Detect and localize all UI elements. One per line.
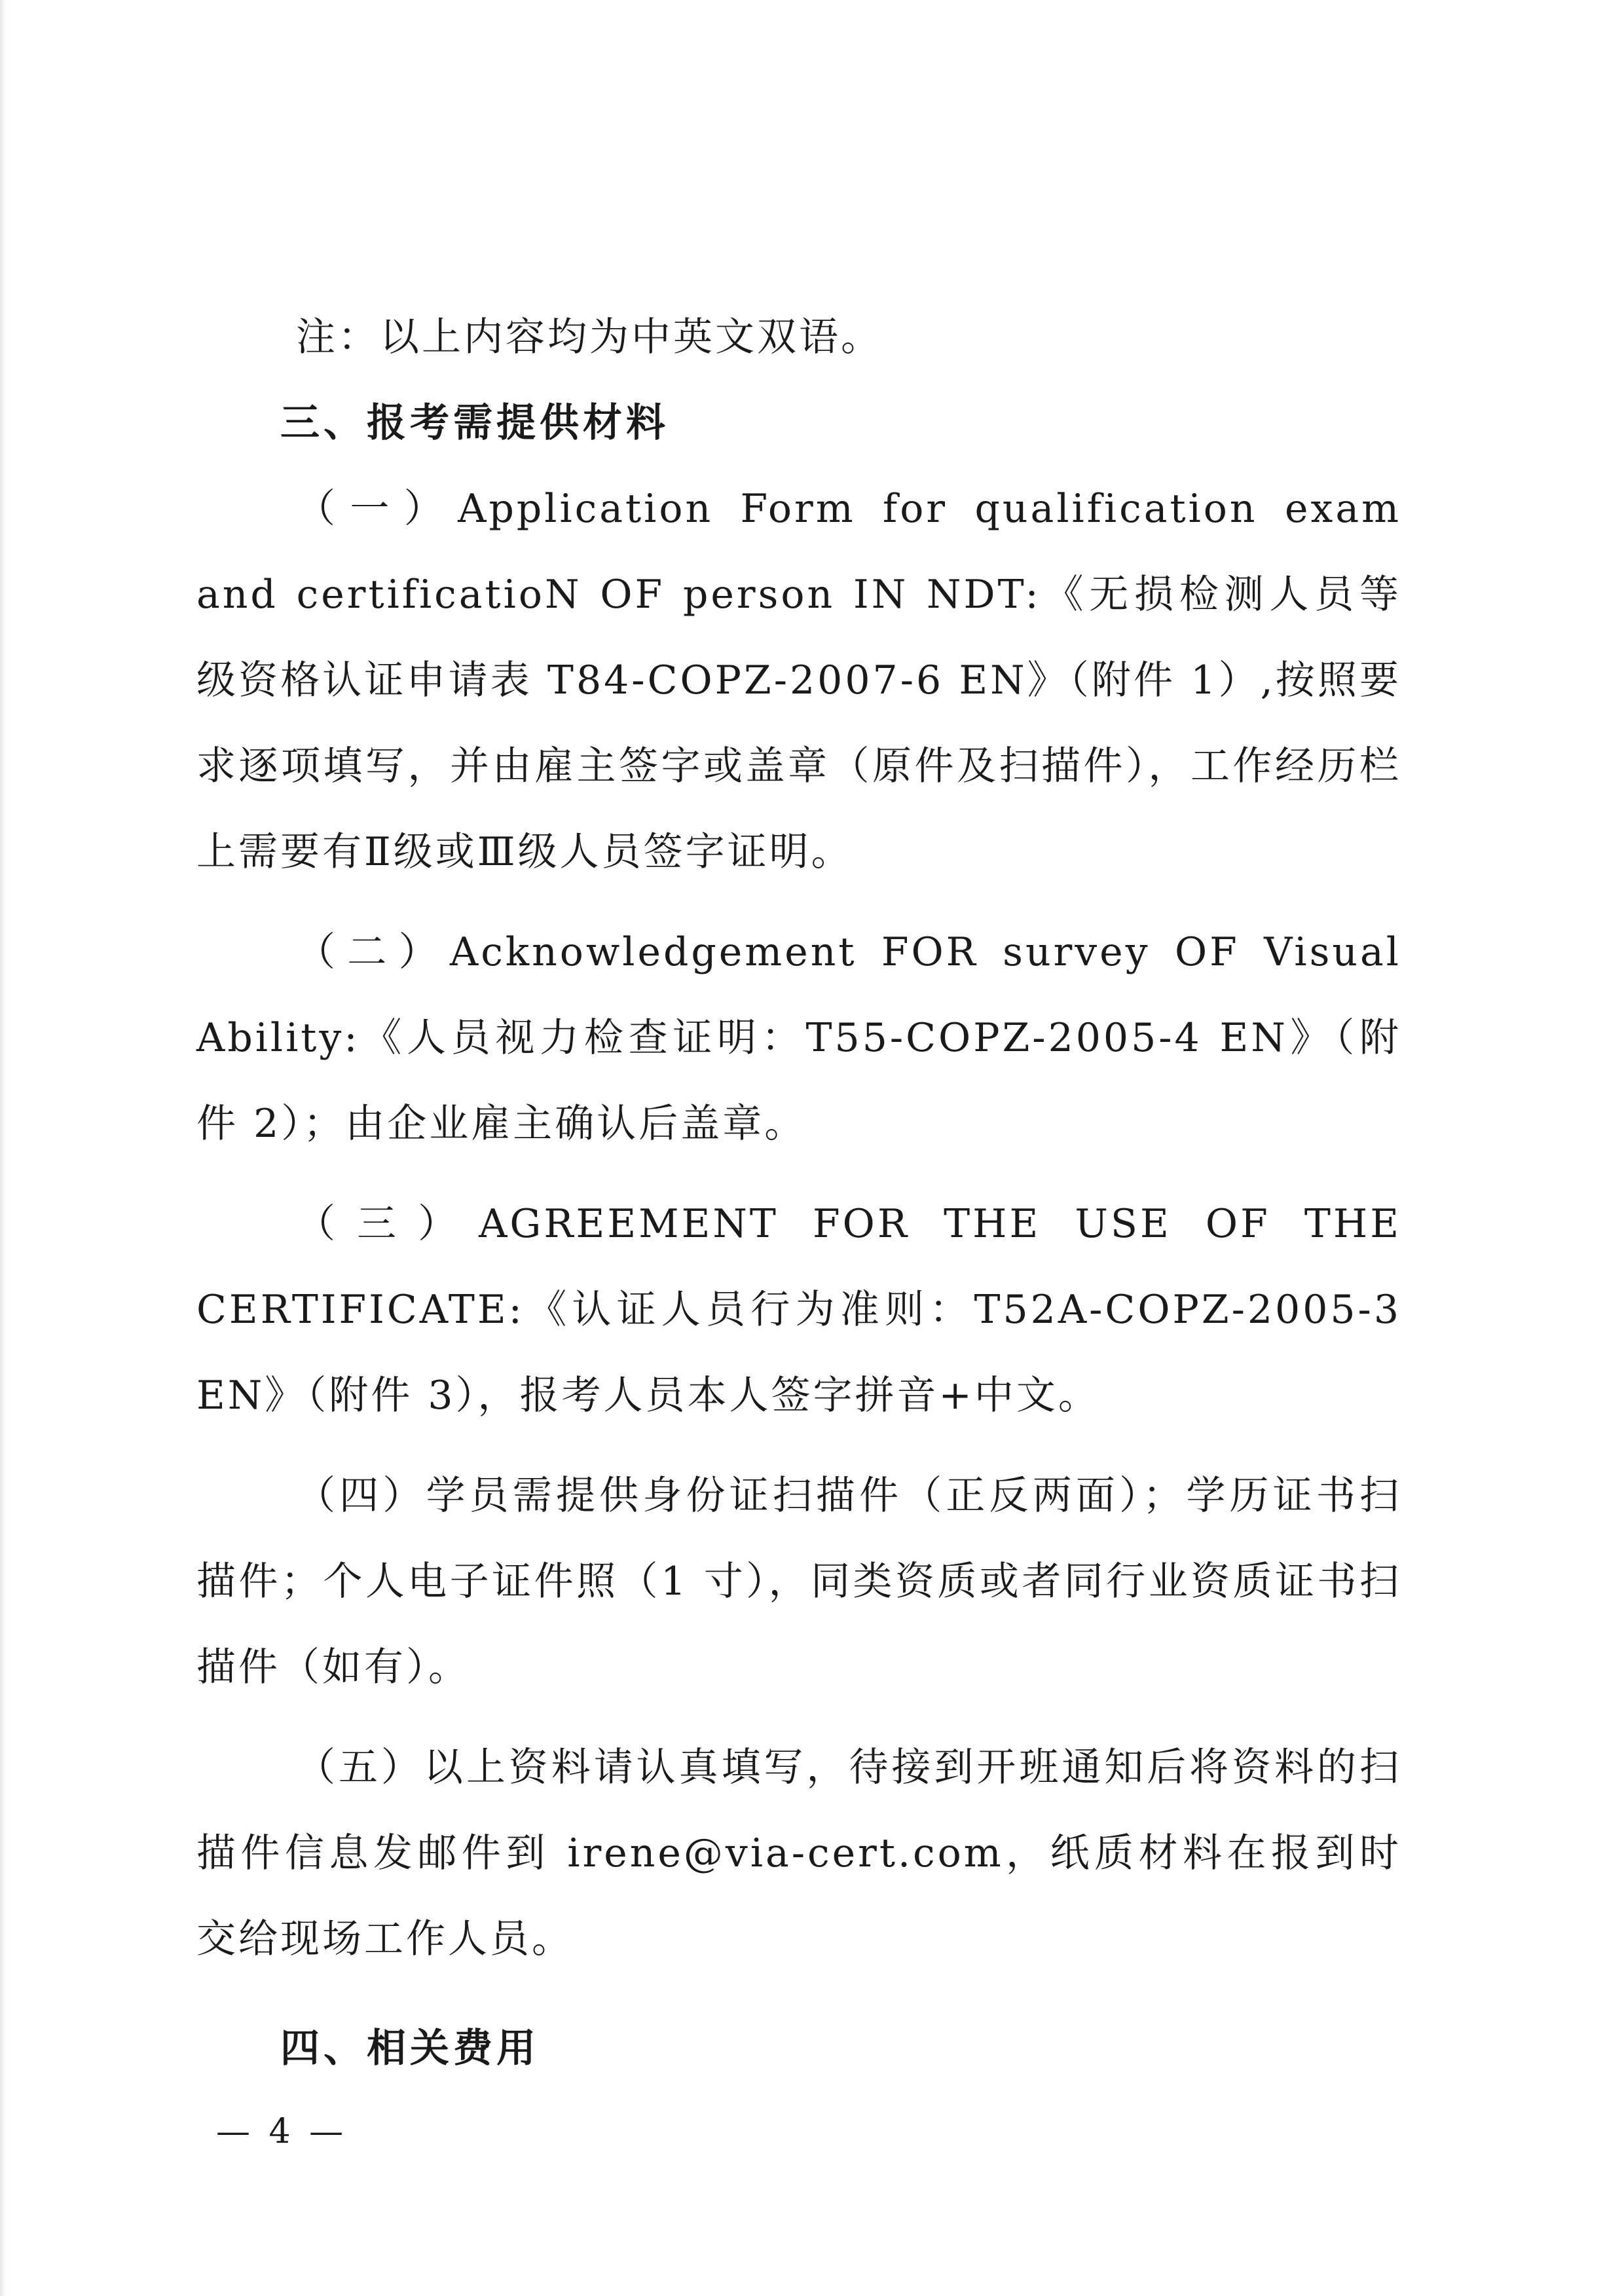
page-number: — 4 — bbox=[216, 2112, 348, 2151]
page-edge bbox=[0, 0, 7, 2296]
item-id-documents: （四）学员需提供身份证扫描件（正反两面）；学历证书扫描件；个人电子证件照（1 寸），同类资质或者同行业资质证书扫描件（如有）。 bbox=[196, 1473, 1401, 1690]
item-submission-instructions: （五）以上资料请认真填写，待接到开班通知后将资料的扫描件信息发邮件到 irene@via-cert.com，纸质材料在报到时交给现场工作人员。 bbox=[196, 1745, 1401, 1962]
item-certificate-agreement: （三）AGREEMENT FOR THE USE OF THE CERTIFICATE:《认证人员行为准则：T52A-COPZ-2005-3 EN》（附件 3），报考人员本人签字拼音+中文。 bbox=[196, 1201, 1401, 1418]
document-body bbox=[196, 295, 1401, 2092]
note-paragraph: 注：以上内容均为中英文双语。 bbox=[296, 314, 883, 360]
item-visual-ability: （二）Acknowledgement FOR survey OF Visual Ability:《人员视力检查证明：T55-COPZ-2005-4 EN》（附件 2）；由企业雇主确认后盖章。 bbox=[196, 929, 1401, 1147]
section-heading-materials: 三、报考需提供材料 bbox=[280, 400, 669, 446]
section-heading-fees: 四、相关费用 bbox=[280, 2026, 540, 2071]
item-application-form: （一）Application Form for qualification exam and certificatioN OF person IN NDT:《无损检测人员等级资格认证申请表 T84-COPZ-2007-6 EN》（附件 1）,按照要求逐项填写，并由雇主签字或盖章（原件及扫描件），工作经历栏上需要有Ⅱ级或Ⅲ级人员签字证明。 bbox=[196, 486, 1401, 875]
